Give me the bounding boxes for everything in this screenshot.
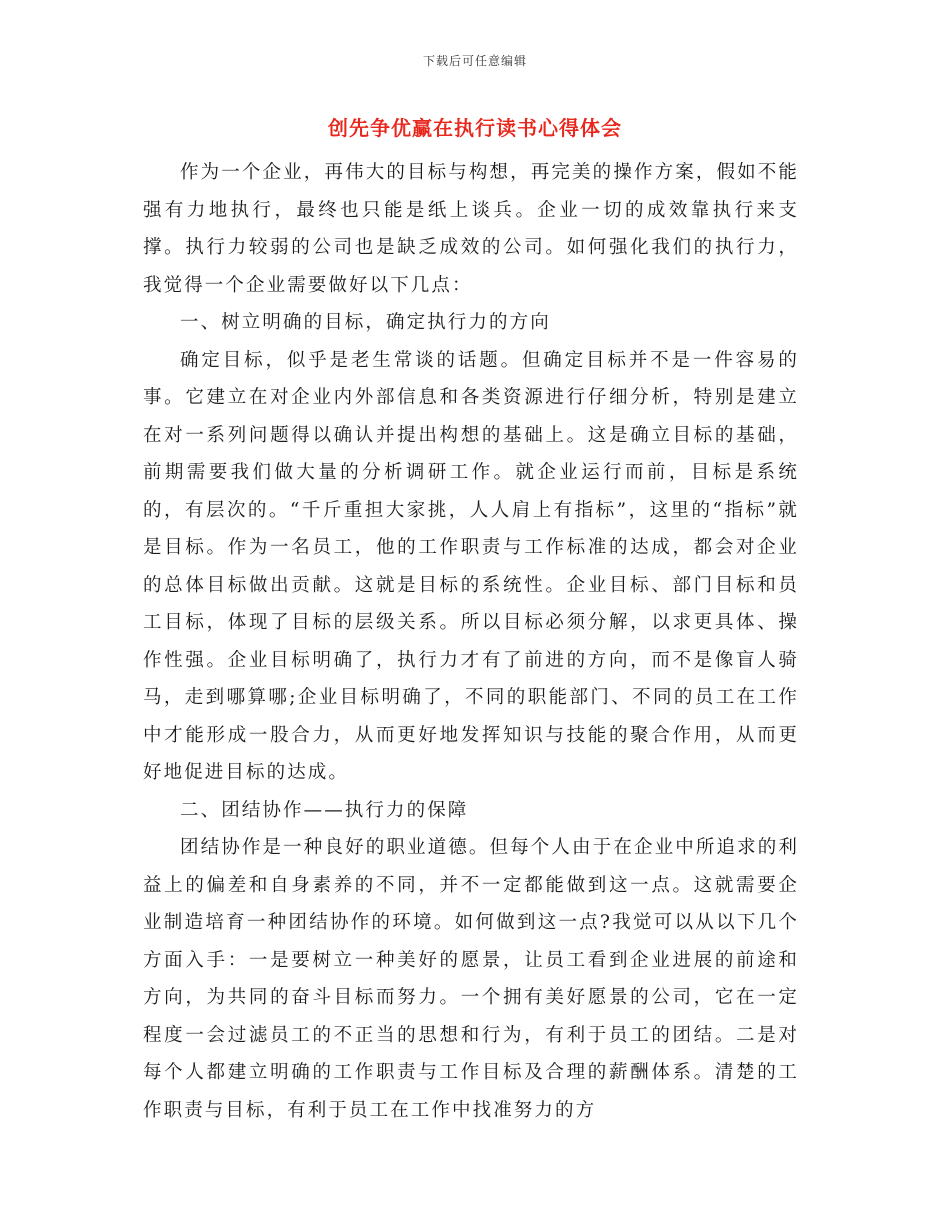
paragraph-teamwork: 团结协作是一种良好的职业道德。但每个人由于在企业中所追求的利益上的偏差和自身素养的不同，并不一定都能做到这一点。这就需要企业制造培育一种团结协作的环境。如何做到这一点?我觉可以从以下几个方面入手：一是要树立一种美好的愿景，让员工看到企业进展的前途和方向，为共同的奋斗目标而努力。一个拥有美好愿景的公司，它在一定程度一会过滤员工的不正当的思想和行为，有利于员工的团结。二是对每个人都建立明确的工作职责与工作目标及合理的薪酬体系。清楚的工作职责与目标，有利于员工在工作中找准努力的方 bbox=[143, 837, 799, 1121]
document-body bbox=[143, 154, 799, 1129]
paragraph-goals: 确定目标，似乎是老生常谈的话题。但确定目标并不是一件容易的事。它建立在对企业内外部信息和各类资源进行仔细分析，特别是建立在对一系列问题得以确认并提出构想的基础上。这是确立目标的基础，前期需要我们做大量的分析调研工作。就企业运行而前，目标是系统的，有层次的。“千斤重担大家挑，人人肩上有指标”，这里的“指标”就是目标。作为一名员工，他的工作职责与工作标准的达成，都会对企业的总体目标做出贡献。这就是目标的系统性。企业目标、部门目标和员工目标，体现了目标的层级关系。所以目标必须分解，以求更具体、操作性强。企业目标明确了，执行力才有了前进的方向，而不是像盲人骑马，走到哪算哪;企业目标明确了，不同的职能部门、不同的员工在工作中才能形成一股合力，从而更好地发挥知识与技能的聚合作用，从而更好地促进目标的达成。 bbox=[143, 349, 799, 783]
paragraph-intro: 作为一个企业，再伟大的目标与构想，再完美的操作方案，假如不能强有力地执行，最终也只能是纸上谈兵。企业一切的成效靠执行来支撑。执行力较弱的公司也是缺乏成效的公司。如何强化我们的执行力，我觉得一个企业需要做好以下几点： bbox=[143, 162, 799, 296]
document-title: 创先争优赢在执行读书心得体会 bbox=[328, 116, 622, 140]
section-heading-2: 二、团结协作——执行力的保障 bbox=[180, 799, 469, 821]
section-heading-1: 一、树立明确的目标，确定执行力的方向 bbox=[180, 312, 551, 333]
header-note: 下载后可任意编辑 bbox=[422, 54, 527, 68]
